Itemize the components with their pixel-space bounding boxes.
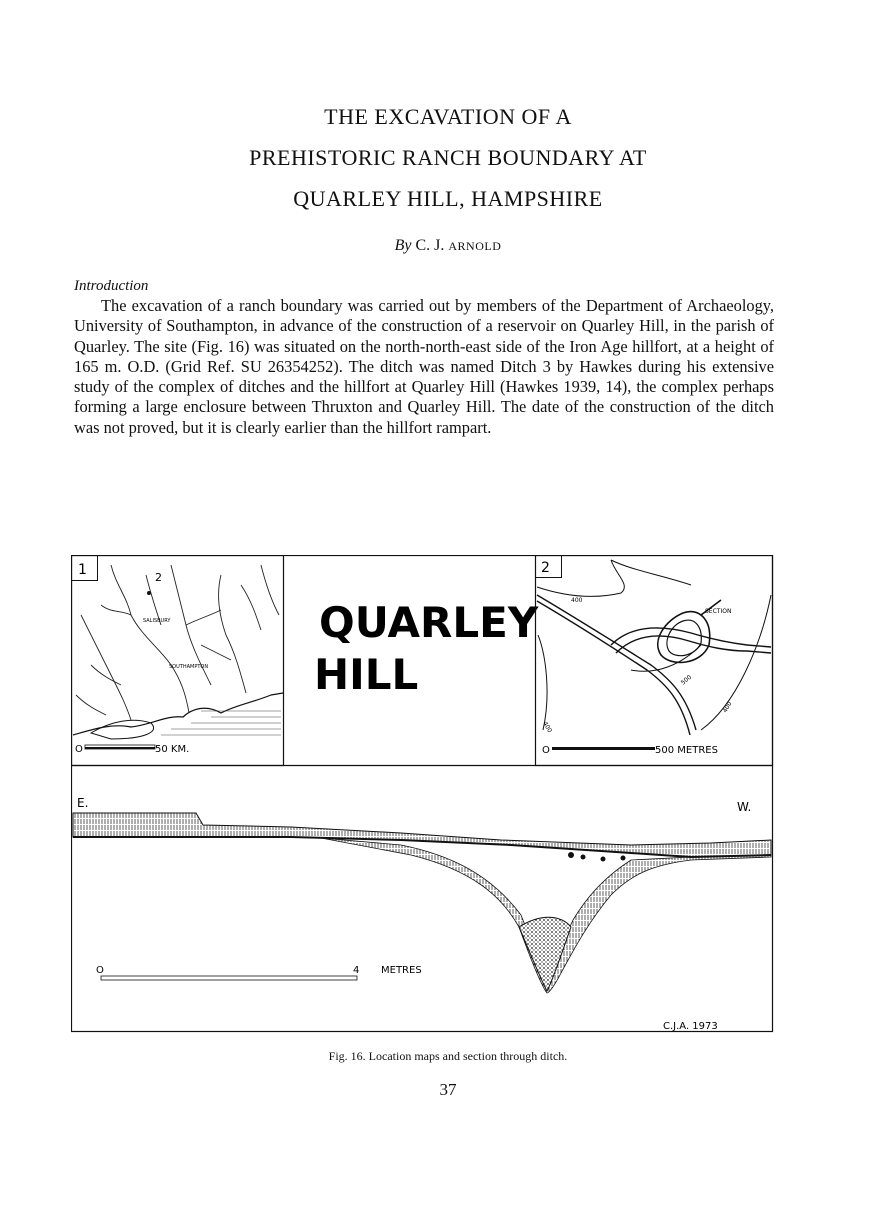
title-line-3: QUARLEY HILL, HAMPSHIRE (293, 186, 603, 211)
section-scale-bar (101, 976, 357, 980)
title-line-1: THE EXCAVATION OF A (324, 104, 572, 129)
title-line-2: PREHISTORIC RANCH BOUNDARY AT (249, 145, 647, 170)
byline-initials: C. J. (415, 237, 449, 254)
section-scale-end: 4 (353, 965, 360, 976)
intro-paragraph: The excavation of a ranch boundary was carried out by members of the Department of Archaeology, University of Southampton, in advance of the construction of a reservoir on Quarley Hill, in the parish of Quarley. The site (Fig. 16) was situated on the north-north-east side of the Iron Age hillfort, at a height of 165 m. O.D. (Grid Ref. SU 26354252). The ditch was named Ditch 3 by Hawkes during his extensive study of the complex of ditches and the hillfort at Quarley Hill (Hawkes 1939, 14), the complex perhaps forming a large enclosure between Thruxton and Quarley Hill. The date of the construction of the ditch was not proved, but it is clearly earlier than the hillfort rampart. (74, 296, 774, 437)
map1-number: 1 (78, 562, 87, 578)
page-number: 37 (439, 1080, 457, 1099)
map2-contour-label-4: 400 (541, 720, 554, 734)
map2-contour-label-2: 500 (679, 673, 694, 687)
figure-16 (71, 555, 774, 1033)
site-marker (147, 591, 151, 595)
map2-contour-label-1: 400 (571, 597, 583, 604)
map2-scale-bar (552, 747, 655, 750)
map1-marker-label: 2 (155, 571, 162, 584)
map1-place-southampton: SOUTHAMPTON (169, 664, 209, 670)
site-title-line-1: QUARLEY (319, 598, 539, 647)
section-heading: Introduction (74, 278, 149, 294)
section-scale-zero: O (96, 965, 104, 976)
map2-section-label: SECTION (705, 608, 732, 615)
byline-by: By (394, 237, 412, 254)
section-east-label: E. (77, 796, 89, 810)
map2-scale-zero: O (542, 745, 550, 756)
figure-caption: Fig. 16. Location maps and section through ditch. (328, 1049, 568, 1063)
section-west-label: W. (737, 800, 752, 814)
map1-scale-zero: O (75, 744, 83, 755)
map1-scale-label: 50 KM. (155, 744, 190, 755)
figure-credit: C.J.A. 1973 (663, 1021, 718, 1032)
map2-scale-label: 500 METRES (655, 745, 718, 756)
map1-place-salisbury: SALISBURY (143, 618, 171, 624)
site-title-line-2: HILL (314, 650, 419, 699)
section-scale-unit: METRES (381, 965, 422, 976)
map2-contour-label-3: 400 (721, 700, 734, 714)
map2-number: 2 (541, 560, 550, 576)
byline-surname: ARNOLD (448, 239, 502, 253)
author-byline (0, 237, 896, 255)
